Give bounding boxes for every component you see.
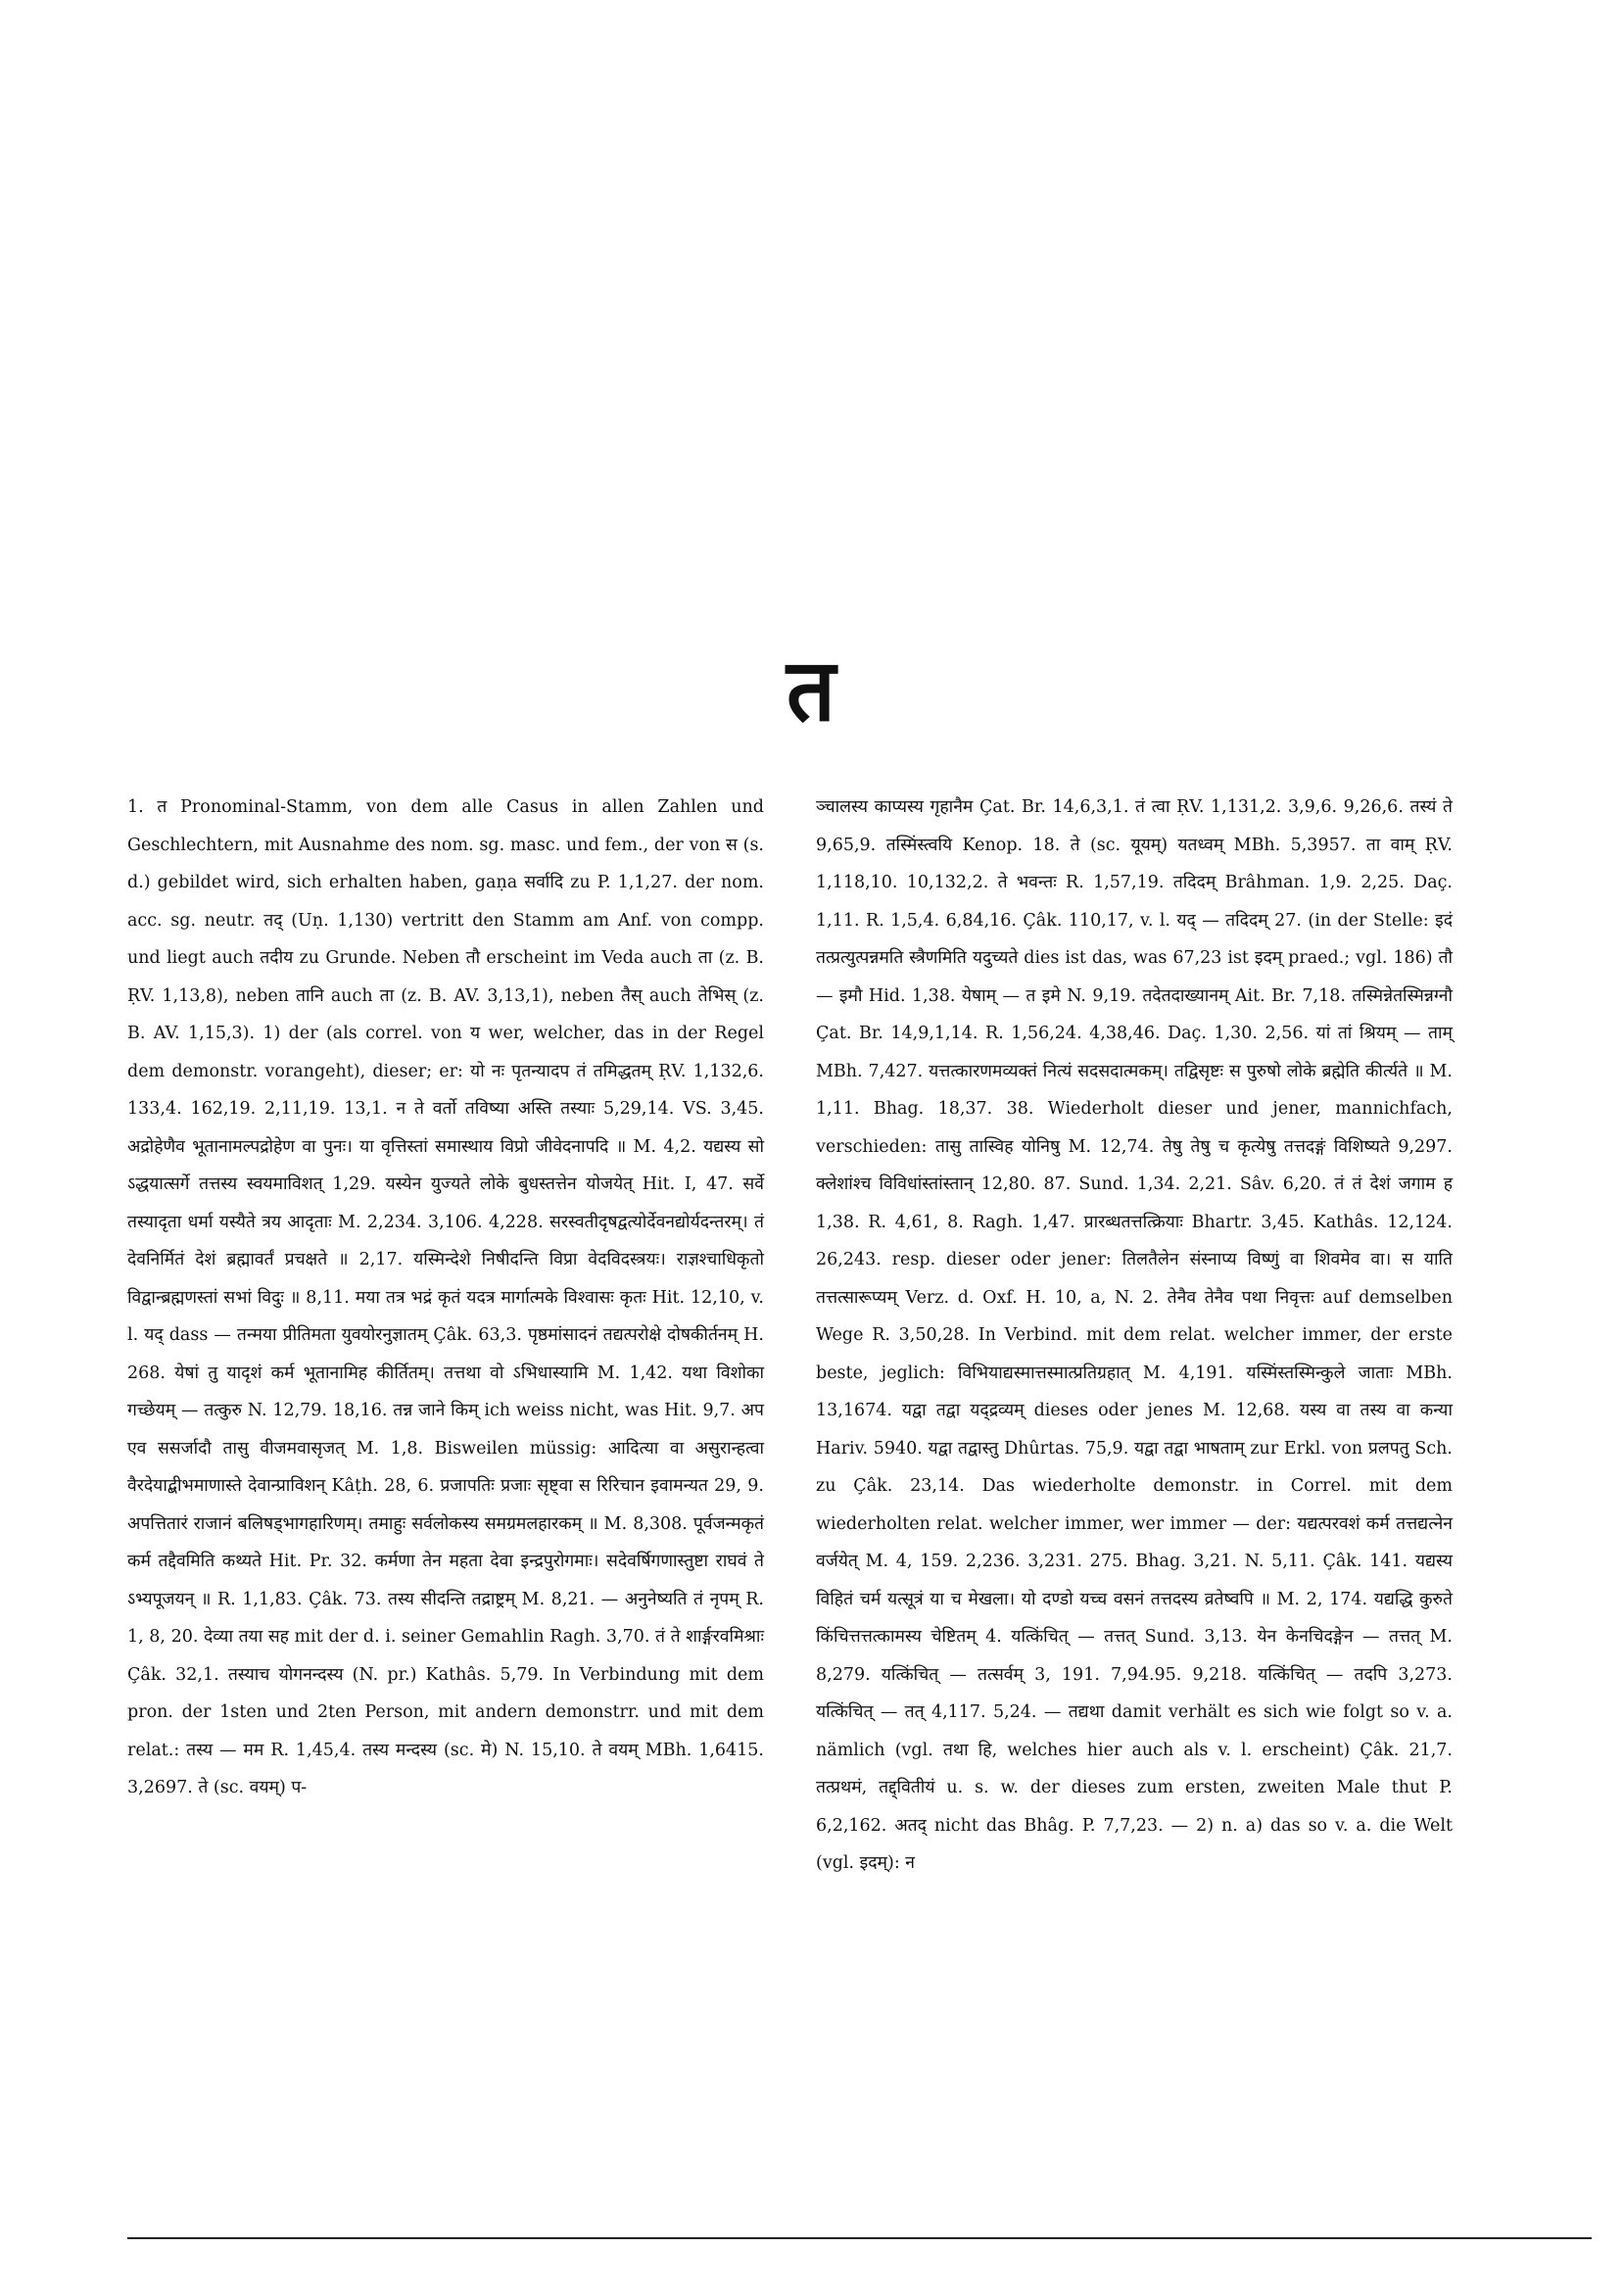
left-column-text: 1. त Pronominal-Stamm, von dem alle Casus in allen Zahlen und Geschlechtern, mit Ausnahme des nom. sg. masc. und fem., der von स (s. d.) gebildet wird, sich erhalten haben, gaṇa सर्वादि zu P. 1,1,27. der nom. acc. sg. neutr. तद् (Uṇ. 1,130) vertritt den Stamm am Anf. von compp. und liegt auch तदीय zu Grunde. Neben तौ erscheint im Veda auch ता (z. B. ṚV. 1,13,8), neben तानि auch ता (z. B. AV. 3,13,1), neben तैस् auch तेभिस् (z. B. AV. 1,15,3). 1) der (als correl. von य wer, welcher, das in der Regel dem demonstr. vorangeht), dieser; er: यो नः पृतन्यादप तं तमिद्धतम् ṚV. 1,132,6. 133,4. 162,19. 2,11,19. 13,1. न ते वर्तो तविष्या अस्ति तस्याः 5,29,14. VS. 3,45. अद्रोहेणैव भूतानामल्पद्रोहेण वा पुनः। या वृत्तिस्तां समास्थाय विप्रो जीवेदनापदि ॥ M. 4,2. यद्यस्य सो ऽद्धयात्सर्गे तत्तस्य स्वयमाविशत् 1,29. यस्येन युज्यते लोके बुधस्तत्तेन योजयेत् Hit. I, 47. सर्वे तस्यादृता धर्मा यस्यैते त्रय आदृताः M. 2,234. 3,106. 4,228. सरस्वतीदृषद्वत्योर्देवनद्योर्यदन्तरम्। तं देवनिर्मितं देशं ब्रह्मावर्तं प्रचक्षते ॥ 2,17. यस्मिन्देशे निषीदन्ति विप्रा वेदविदस्त्रयः। राज्ञश्चाधिकृतो विद्वान्ब्रह्मणस्तां सभां विदुः ॥ 8,11. मया तत्र भद्रं कृतं यदत्र मार्गात्मके विश्वासः कृतः Hit. 12,10, v. l. यद् dass — तन्मया प्रीतिमता युवयोरनुज्ञातम् Çâk. 63,3. पृष्ठमांसादनं तद्यत्परोक्षे दोषकीर्तनम् H. 268. येषां तु यादृशं कर्म भूतानामिह कीर्तितम्। तत्तथा वो ऽभिधास्यामि M. 1,42. यथा विशोका गच्छेयम् — तत्कुरु N. 12,79. 18,16. तन्न जाने किम् ich weiss nicht, was Hit. 9,7. अप एव ससर्जादौ तासु वीजमवासृजत् M. 1,8. Bisweilen müssig: आदित्या वा असुरान्हत्वा वैरदेयाद्बीभमाणास्ते देवान्प्राविशन् Kâṭh. 28, 6. प्रजापतिः प्रजाः सृष्ट्वा स रिरिचान इवामन्यत 29, 9. अपत्तितारं राजानं बलिषड्भागहारिणम्। तमाहुः सर्वलोकस्य समग्रमलहारकम् ॥ M. 8,308. पूर्वजन्मकृतं कर्म तद्दैवमिति कथ्यते Hit. Pr. 32. कर्मणा तेन महता देवा इन्द्रपुरोगमाः। सदेवर्षिगणास्तुष्टा राघवं ते ऽभ्यपूजयन् ॥ R. 1,1,83. Çâk. 73. तस्य सीदन्ति तद्राष्ट्रम् M. 8,21. — अनुनेष्यति तं नृपम् R. 1, 8, 20. देव्या तया सह mit der d. i. seiner Gemahlin Ragh. 3,70. तं ते शार्ङ्गरवमिश्राः Çâk. 32,1. तस्याच योगनन्दस्य (N. pr.) Kathâs. 5,79. In Verbindung mit dem pron. der 1sten und 2ten Person, mit andern demonstrr. und mit dem relat.: तस्य — मम R. 1,45,4. तस्य मन्दस्य (sc. मे) N. 15,10. ते वयम् MBh. 1,6415. 3,2697. ते (sc. वयम्) प- xyxy=(127,797,764,1797)
right-column xyxy=(816,789,1453,1883)
right-column-text: ञ्चालस्य काप्यस्य गृहानैम Çat. Br. 14,6,3,1. तं त्वा ṚV. 1,131,2. 3,9,6. 9,26,6. तस्यं ते 9,65,9. तस्मिंस्त्वयि Kenop. 18. ते (sc. यूयम्) यतध्वम् MBh. 5,3957. ता वाम् ṚV. 1,118,10. 10,132,2. ते भवन्तः R. 1,57,19. तदिदम् Brâhman. 1,9. 2,25. Daç. 1,11. R. 1,5,4. 6,84,16. Çâk. 110,17, v. l. यद् — तदिदम् 27. (in der Stelle: इदं तत्प्रत्युत्पन्नमति स्त्रैणमिति यदुच्यते dies ist das, was 67,23 ist इदम् praed.; vgl. 186) तौ — इमौ Hid. 1,38. येषाम् — त इमे N. 9,19. तदेतदाख्यानम् Ait. Br. 7,18. तस्मिन्नेतस्मिन्नग्नौ Çat. Br. 14,9,1,14. R. 1,56,24. 4,38,46. Daç. 1,30. 2,56. यां तां श्रियम् — ताम् MBh. 7,427. यत्तत्कारणमव्यक्तं नित्यं सदसदात्मकम्। तद्विसृष्टः स पुरुषो लोके ब्रह्मेति कीर्त्यते ॥ M. 1,11. Bhag. 18,37. 38. Wiederholt dieser und jener, mannichfach, verschieden: तासु तास्विह योनिषु M. 12,74. तेषु तेषु च कृत्येषु तत्तदङ्गं विशिष्यते 9,297. क्लेशांश्च विविधांस्तांस्तान् 12,80. 87. Sund. 1,34. 2,21. Sâv. 6,20. तं तं देशं जगाम ह 1,38. R. 4,61, 8. Ragh. 1,47. प्रारब्धतत्तत्क्रियाः Bhartr. 3,45. Kathâs. 12,124. 26,243. resp. dieser oder jener: तिलतैलेन संस्नाप्य विष्णुं वा शिवमेव वा। स याति तत्तत्सारूप्यम् Verz. d. Oxf. H. 10, a, N. 2. तेनैव तेनैव पथा निवृत्तः auf demselben Wege R. 3,50,28. In Verbind. mit dem relat. welcher immer, der erste beste, jeglich: विभियाद्यस्मात्तस्मात्प्रतिग्रहात् M. 4,191. यस्मिंस्तस्मिन्कुले जाताः MBh. 13,1674. यद्वा तद्वा यद्द्रव्यम् dieses oder jenes M. 12,68. यस्य वा तस्य वा कन्या Hariv. 5940. यद्वा तद्वास्तु Dhûrtas. 75,9. यद्वा तद्वा भाषताम् zur Erkl. von प्रलपतु Sch. zu Çâk. 23,14. Das wiederholte demonstr. in Correl. mit dem wiederholten relat. welcher immer, wer immer — der: यद्यत्परवशं कर्म तत्तद्यत्नेन वर्जयेत् M. 4, 159. 2,236. 3,231. 275. Bhag. 3,21. N. 5,11. Çâk. 141. यद्यस्य विहितं चर्म यत्सूत्रं या च मेखला। यो दण्डो यच्च वसनं तत्तदस्य व्रतेष्वपि ॥ M. 2, 174. यद्यद्धि कुरुते किंचित्तत्तत्कामस्य चेष्टितम् 4. यत्किंचित् — तत्तत् Sund. 3,13. येन केनचिदङ्गेन — तत्तत् M. 8,279. यत्किंचित् — तत्सर्वम् 3, 191. 7,94.95. 9,218. यत्किंचित् — तदपि 3,273. यत्किंचित् — तत् 4,117. 5,24. — तद्यथा damit verhält es sich wie folgt so v. a. nämlich (vgl. तथा हि, welches hier auch als v. l. erscheint) Çâk. 21,7. तत्प्रथमं, तद्द्वितीयं u. s. w. der dieses zum ersten, zweiten Male thut P. 6,2,162. अतद् nicht das Bhâg. P. 7,7,23. — 2) n. a) das so v. a. die Welt (vgl. इदम्): न xyxy=(816,797,1453,1873)
bottom-rule xyxy=(127,2237,1592,2239)
left-column xyxy=(127,789,764,1807)
page-heading-letter: त xyxy=(786,640,836,741)
